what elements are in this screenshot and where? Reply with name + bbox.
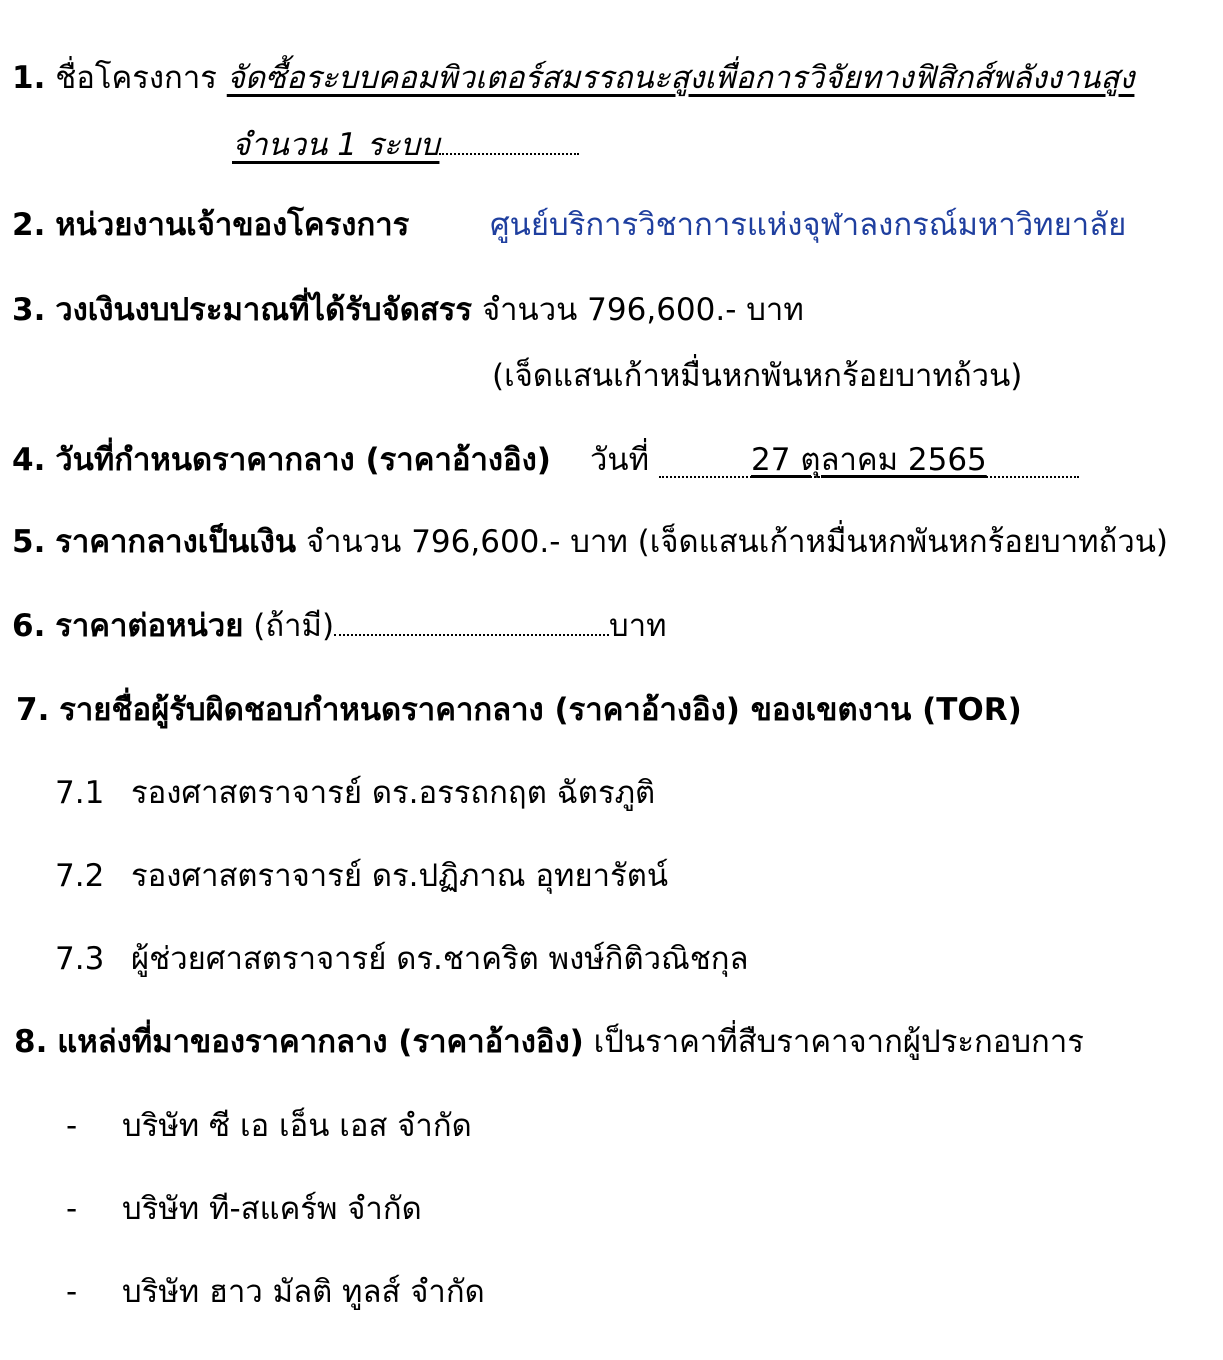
price-source: เป็นราคาที่สืบราคาจากผู้ประกอบการ	[593, 1024, 1084, 1060]
vendor-dash: -	[66, 1191, 78, 1227]
vendor-name: บริษัท ฮาว มัลติ ทูลส์ จำกัด	[122, 1274, 485, 1310]
item-8	[14, 1022, 1084, 1062]
reference-date	[590, 440, 1079, 480]
person-row	[55, 856, 668, 896]
person-number: 7.2	[55, 858, 105, 894]
unit-price-note: (ถ้ามี)	[253, 608, 335, 644]
person-name: รองศาสตราจารย์ ดร.ปฏิภาณ อุทยารัตน์	[131, 858, 669, 894]
project-name: จัดซื้อระบบคอมพิวเตอร์สมรรถนะสูงเพื่อการวิจัยทางฟิสิกส์พลังงานสูง	[226, 60, 1135, 96]
item-1	[12, 58, 1134, 98]
budget-amount-words: (เจ็ดแสนเก้าหมื่นหกพันหกร้อยบาทถ้วน)	[492, 358, 1023, 394]
project-quantity: จำนวน 1 ระบบ	[232, 127, 440, 163]
person-number: 7.3	[55, 941, 105, 977]
date-field	[659, 444, 1079, 478]
item-3-label: วงเงินงบประมาณที่ได้รับจัดสรร	[55, 292, 473, 328]
item-7-label: รายชื่อผู้รับผิดชอบกำหนดราคากลาง (ราคาอ้างอิง) ของเขตงาน (TOR)	[59, 692, 1022, 728]
item-3	[12, 290, 804, 330]
date-value: 27 ตุลาคม 2565	[751, 442, 987, 478]
budget-amount: จำนวน 796,600.- บาท	[481, 292, 804, 328]
item-2	[12, 205, 409, 245]
item-8-label: แหล่งที่มาของราคากลาง (ราคาอ้างอิง)	[57, 1024, 584, 1060]
item-2-number: 2.	[12, 207, 46, 243]
owner-unit: ศูนย์บริการวิชาการแห่งจุฬาลงกรณ์มหาวิทยาลัย	[490, 207, 1127, 243]
vendor-name: บริษัท ที-สแคร์พ จำกัด	[122, 1191, 422, 1227]
item-1-continuation	[232, 125, 579, 165]
item-7-number: 7.	[16, 692, 50, 728]
person-row	[55, 773, 655, 813]
unit-price-currency: บาท	[609, 608, 667, 644]
unit-price-dotted-line	[334, 606, 609, 636]
vendor-dash: -	[66, 1108, 78, 1144]
item-1-number: 1.	[12, 60, 46, 96]
project-quantity-dotted-line	[439, 125, 579, 155]
vendor-item	[66, 1272, 485, 1312]
item-7	[16, 690, 1022, 730]
item-5-number: 5.	[12, 524, 46, 560]
item-8-number: 8.	[14, 1024, 48, 1060]
item-6	[12, 606, 667, 646]
median-price: จำนวน 796,600.- บาท (เจ็ดแสนเก้าหมื่นหกพันหกร้อยบาทถ้วน)	[305, 524, 1169, 560]
item-1-label: ชื่อโครงการ	[55, 60, 217, 96]
vendor-item	[66, 1106, 472, 1146]
item-2-label: หน่วยงานเจ้าของโครงการ	[55, 207, 410, 243]
item-5-label: ราคากลางเป็นเงิน	[55, 524, 297, 560]
item-4	[12, 440, 551, 480]
person-number: 7.1	[55, 775, 105, 811]
vendor-dash: -	[66, 1274, 78, 1310]
item-5	[12, 522, 1168, 562]
item-3-number: 3.	[12, 292, 46, 328]
item-6-label: ราคาต่อหน่วย	[55, 608, 244, 644]
item-6-number: 6.	[12, 608, 46, 644]
vendor-item	[66, 1189, 422, 1229]
item-4-number: 4.	[12, 442, 46, 478]
person-row	[55, 939, 749, 979]
vendor-name: บริษัท ซี เอ เอ็น เอส จำกัด	[122, 1108, 472, 1144]
person-name: ผู้ช่วยศาสตราจารย์ ดร.ชาคริต พงษ์กิติวณิชกุล	[131, 941, 749, 977]
person-name: รองศาสตราจารย์ ดร.อรรถกฤต ฉัตรภูติ	[131, 775, 656, 811]
date-label: วันที่	[590, 442, 650, 478]
item-4-label: วันที่กำหนดราคากลาง (ราคาอ้างอิง)	[55, 442, 551, 478]
